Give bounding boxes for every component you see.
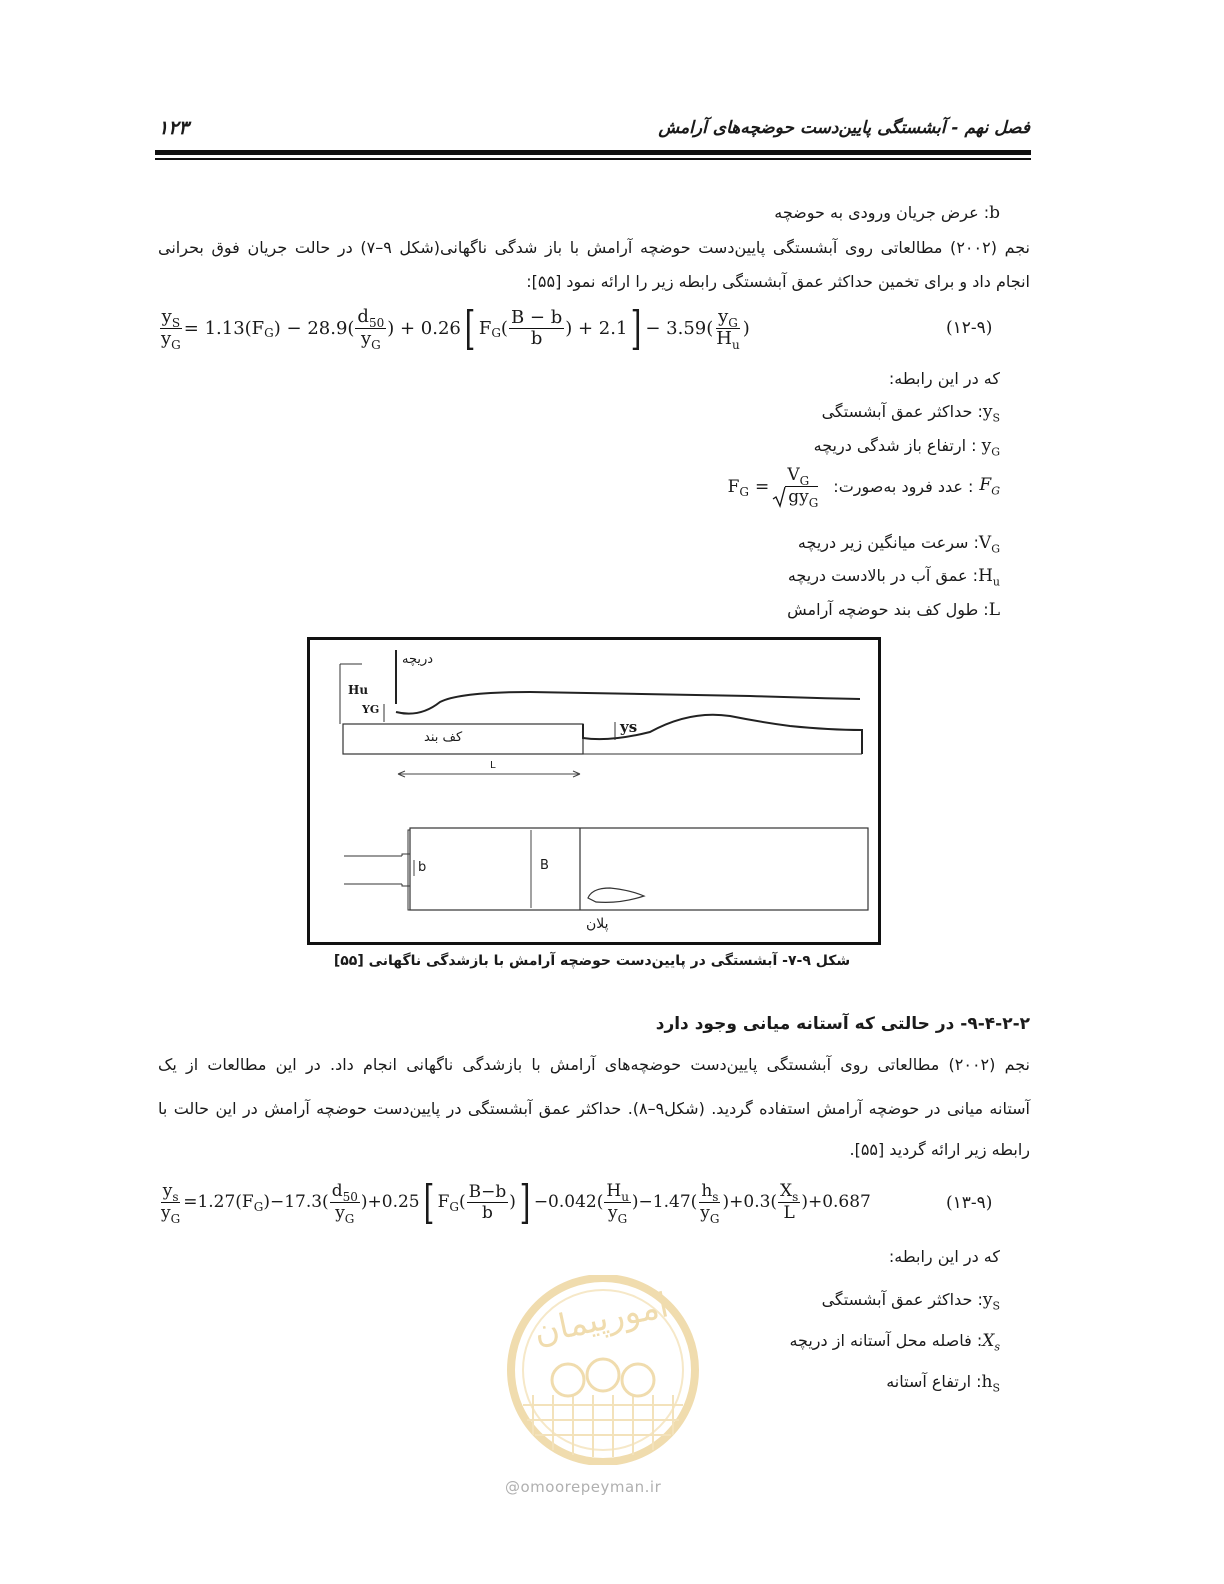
def-ys: $y_S$: حداکثر عمق آبشستگی xyxy=(821,402,1000,425)
where2: که در این رابطه: xyxy=(888,1247,1000,1266)
fig-l-label: L xyxy=(490,760,496,771)
section-heading: ۹-۴-۲-۲- در حالتی که آستانه میانی وجود دارد xyxy=(655,1014,1030,1034)
para1-line1: نجم (۲۰۰۲) مطالعاتی روی آبشستگی پایین‌دست حوضچه آرامش با باز شدگی ناگهانی(شکل ۹–۷) در حالت جریان فوق بحرانی xyxy=(158,238,1030,257)
def-ys-2: $y_S$: حداکثر عمق آبشستگی xyxy=(821,1290,1000,1313)
header-rule-thin xyxy=(155,158,1031,160)
watermark-logo xyxy=(493,1275,713,1469)
figure-diagram xyxy=(310,640,878,942)
page-number: ۱۲۳ xyxy=(158,117,189,139)
fig-ys-label: ys xyxy=(620,718,638,736)
def-b-symbol: b xyxy=(989,203,1000,223)
def-xs: $X_s$: فاصله محل آستانه از دریچه xyxy=(789,1331,1000,1354)
eq1-number: (۱۲-۹) xyxy=(946,318,993,338)
para1-line2: انجام داد و برای تخمین حداکثر عمق آبشستگی رابطه زیر را ارائه نمود [۵۵]: xyxy=(526,272,1030,291)
def-hu: $H_u$: عمق آب در بالادست دریچه xyxy=(787,566,1000,589)
fig-yg-label: YG xyxy=(362,703,380,716)
eq1-d50-frac: $\frac{d_{50}}{y_G}$ xyxy=(357,305,385,352)
where1: که در این رابطه: xyxy=(888,369,1000,388)
sqrt-icon xyxy=(772,486,786,508)
equation-12-9: $\frac{y_S}{y_G}$ = 1.13(F G ) − 28.9( $\frac{d_{50}}{y_G}$ ) + 0.26 [ F G ( $\frac{B - b}{b}$ ) + 2.1 ] − 3.59( $\frac{y_G}{H_u}$ ) xyxy=(161,301,750,355)
eq1-bracket-open: [ xyxy=(464,301,476,355)
fig-plan-label: پلان xyxy=(586,916,609,932)
watermark-url: @omoorepeyman.ir xyxy=(505,1478,662,1496)
def-b-text: : عرض جریان ورودی به حوضچه xyxy=(774,203,990,222)
def-vg: $V_G$: سرعت میانگین زیر دریچه xyxy=(797,533,1000,556)
para2-line1: نجم (۲۰۰۲) مطالعاتی روی آبشستگی پایین‌دست حوضچه‌های آرامش با بازشدگی ناگهانی انجام داد. در این مطالعات از یک xyxy=(158,1055,1031,1074)
figure-caption: شکل ۹-۷- آبشستگی در پایین‌دست حوضچه آرامش با بازشدگی ناگهانی [۵۵] xyxy=(333,953,851,969)
def-fg: $F_G$ : عدد فرود به‌صورت: F G = $\frac{V_G}{gy_G}$ xyxy=(727,465,1000,510)
fig-b-small-label: b xyxy=(418,860,427,875)
eq1-lhs: $\frac{y_S}{y_G}$ xyxy=(161,305,181,352)
fig-gate-label: دریچه xyxy=(402,652,434,667)
def-l: L: طول کف بند حوضچه آرامش xyxy=(787,600,1000,620)
eq2-number: (۱۳-۹) xyxy=(946,1193,993,1213)
def-yg: $y_G$ : ارتفاع باز شدگی دریچه xyxy=(813,436,1000,459)
def-b xyxy=(774,203,1000,223)
header-rule-thick xyxy=(155,150,1031,155)
eq1-bb-frac: $\frac{B - b}{b}$ xyxy=(510,306,563,349)
figure-9-7 xyxy=(307,637,881,945)
def-hs: $h_S$: ارتفاع آستانه xyxy=(886,1372,1000,1395)
para2-line3: رابطه زیر ارائه گردید [۵۵]. xyxy=(849,1140,1030,1159)
chapter-title: فصل نهم - آبشستگی پایین‌دست حوضچه‌های آرامش xyxy=(658,118,1030,138)
para2-line2: آستانه میانی در حوضچه آرامش استفاده گردید. (شکل۹–۸). حداکثر عمق آبشستگی در پایین‌دست حوضچه آرامش در این حالت با xyxy=(158,1099,1031,1118)
eq1-yg-hu-frac: $\frac{y_G}{H_u}$ xyxy=(716,305,740,352)
equation-13-9: $\frac{y_s}{y_G}$ =1.27(F G )−17.3( $\frac{d_{50}}{y_G}$ )+0.25 [ F G ( $\frac{B-b}{b}$ ) ] −0.042( $\frac{H_u}{y_G}$ )−1.47( $\frac{h_s}{y_G}$ )+0.3( $\frac{X_s}{L}$ )+0.687 xyxy=(161,1175,871,1229)
fig-hu-label: Hu xyxy=(348,683,369,697)
fig-b-big-label: B xyxy=(540,858,549,873)
fig-apron-label: کف بند xyxy=(424,730,463,745)
eq1-bracket-close: ] xyxy=(631,301,642,355)
watermark-text: امورپیمان xyxy=(530,1285,673,1353)
fg-formula: F G = $\frac{V_G}{gy_G}$ xyxy=(727,465,819,510)
